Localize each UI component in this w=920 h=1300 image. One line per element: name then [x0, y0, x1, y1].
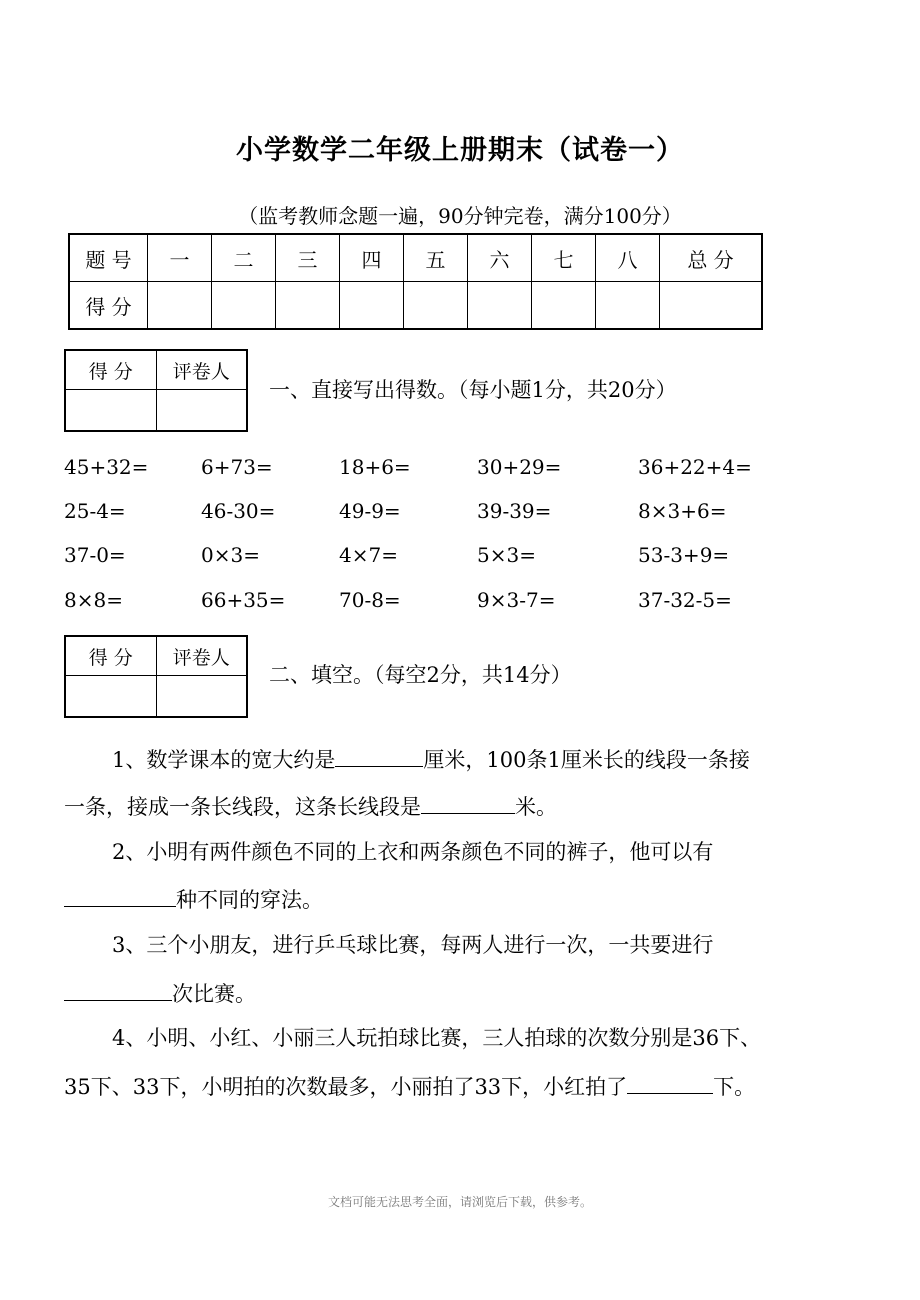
question-text: 一条，接成一条长线段，这条长线段是: [64, 795, 421, 819]
score-table-cell: 六: [468, 234, 532, 282]
question-1-line1: [112, 748, 750, 771]
section1-heading: 一、直接写出得数。（每小题1分，共20分）: [269, 378, 677, 402]
question-text: 厘米，100条1厘米长的线段一条接: [423, 748, 750, 772]
equation: 70-8=: [339, 588, 401, 612]
grader-score-label: 得 分: [65, 350, 156, 390]
grader-name-label: 评卷人: [156, 350, 247, 390]
footer-note: 文档可能无法思考全面，请浏览后下载，供参考。: [327, 1195, 592, 1209]
question-text: 次比赛。: [172, 982, 256, 1006]
equation: 30+29=: [477, 455, 562, 479]
equation: 8×8=: [64, 588, 123, 612]
score-input-cell[interactable]: [596, 282, 660, 330]
score-table-score-row: [69, 282, 762, 330]
question-text: 下。: [713, 1075, 756, 1099]
equation: 0×3=: [201, 543, 260, 567]
score-table-cell: 五: [404, 234, 468, 282]
score-table-cell: 七: [532, 234, 596, 282]
score-input-cell[interactable]: [212, 282, 276, 330]
grader-score-input[interactable]: [65, 390, 156, 432]
score-table-cell: 得 分: [69, 282, 148, 330]
equation: 25-4=: [64, 499, 126, 523]
grader-name-input[interactable]: [156, 390, 247, 432]
answer-blank[interactable]: [64, 888, 176, 907]
grader-score-input[interactable]: [65, 676, 156, 718]
question-text: 米。: [515, 795, 557, 819]
equation: 49-9=: [339, 499, 401, 523]
answer-blank[interactable]: [335, 748, 423, 767]
score-input-cell[interactable]: [340, 282, 404, 330]
score-input-cell[interactable]: [276, 282, 340, 330]
equation: 37-0=: [64, 543, 126, 567]
score-table-header-row: [69, 234, 762, 282]
equation: 66+35=: [201, 588, 286, 612]
score-input-cell[interactable]: [532, 282, 596, 330]
grader-name-label: 评卷人: [156, 636, 247, 676]
grader-name-input[interactable]: [156, 676, 247, 718]
score-table-cell: 题 号: [69, 234, 148, 282]
grader-score-label: 得 分: [65, 636, 156, 676]
question-1-line2: [64, 795, 557, 818]
exam-note: （监考教师念题一遍，90分钟完卷，满分100分）: [238, 204, 682, 228]
page-title: 小学数学二年级上册期末（试卷一）: [236, 135, 684, 166]
equation: 4×7=: [339, 543, 398, 567]
equation: 6+73=: [201, 455, 273, 479]
answer-blank[interactable]: [64, 982, 172, 1001]
score-input-cell[interactable]: [148, 282, 212, 330]
grader-box-section1: [64, 349, 248, 432]
question-text: 1、数学课本的宽大约是: [112, 748, 336, 772]
equation: 36+22+4=: [638, 455, 752, 479]
score-table-cell: 二: [212, 234, 276, 282]
equation: 8×3+6=: [638, 499, 727, 523]
question-2-line1: 2、小明有两件颜色不同的上衣和两条颜色不同的裤子，他可以有: [112, 840, 714, 864]
equation: 39-39=: [477, 499, 552, 523]
score-input-cell[interactable]: [468, 282, 532, 330]
score-table-cell: 一: [148, 234, 212, 282]
equation: 18+6=: [339, 455, 411, 479]
equation: 46-30=: [201, 499, 276, 523]
section2-heading: 二、填空。（每空2分，共14分）: [269, 663, 572, 687]
question-4-line2: [64, 1075, 755, 1098]
question-3-line2: [64, 982, 256, 1005]
score-table-cell: 四: [340, 234, 404, 282]
score-table-cell: 三: [276, 234, 340, 282]
score-input-cell[interactable]: [660, 282, 763, 330]
question-text: 种不同的穿法。: [176, 888, 323, 912]
equation: 5×3=: [477, 543, 536, 567]
score-input-cell[interactable]: [404, 282, 468, 330]
question-2-line2: [64, 888, 323, 911]
score-table-cell: 八: [596, 234, 660, 282]
answer-blank[interactable]: [627, 1075, 713, 1094]
grader-box-section2: [64, 635, 248, 718]
question-4-line1: 4、小明、小红、小丽三人玩拍球比赛，三人拍球的次数分别是36下、: [112, 1026, 762, 1050]
equation: 37-32-5=: [638, 588, 732, 612]
question-3-line1: 3、三个小朋友，进行乒乓球比赛，每两人进行一次，一共要进行: [112, 933, 714, 957]
equation: 53-3+9=: [638, 543, 730, 567]
equation: 9×3-7=: [477, 588, 556, 612]
score-table: [68, 233, 763, 330]
question-text: 35下、33下，小明拍的次数最多，小丽拍了33下，小红拍了: [64, 1075, 628, 1099]
equation: 45+32=: [64, 455, 149, 479]
score-table-cell: 总 分: [660, 234, 763, 282]
answer-blank[interactable]: [421, 795, 515, 814]
